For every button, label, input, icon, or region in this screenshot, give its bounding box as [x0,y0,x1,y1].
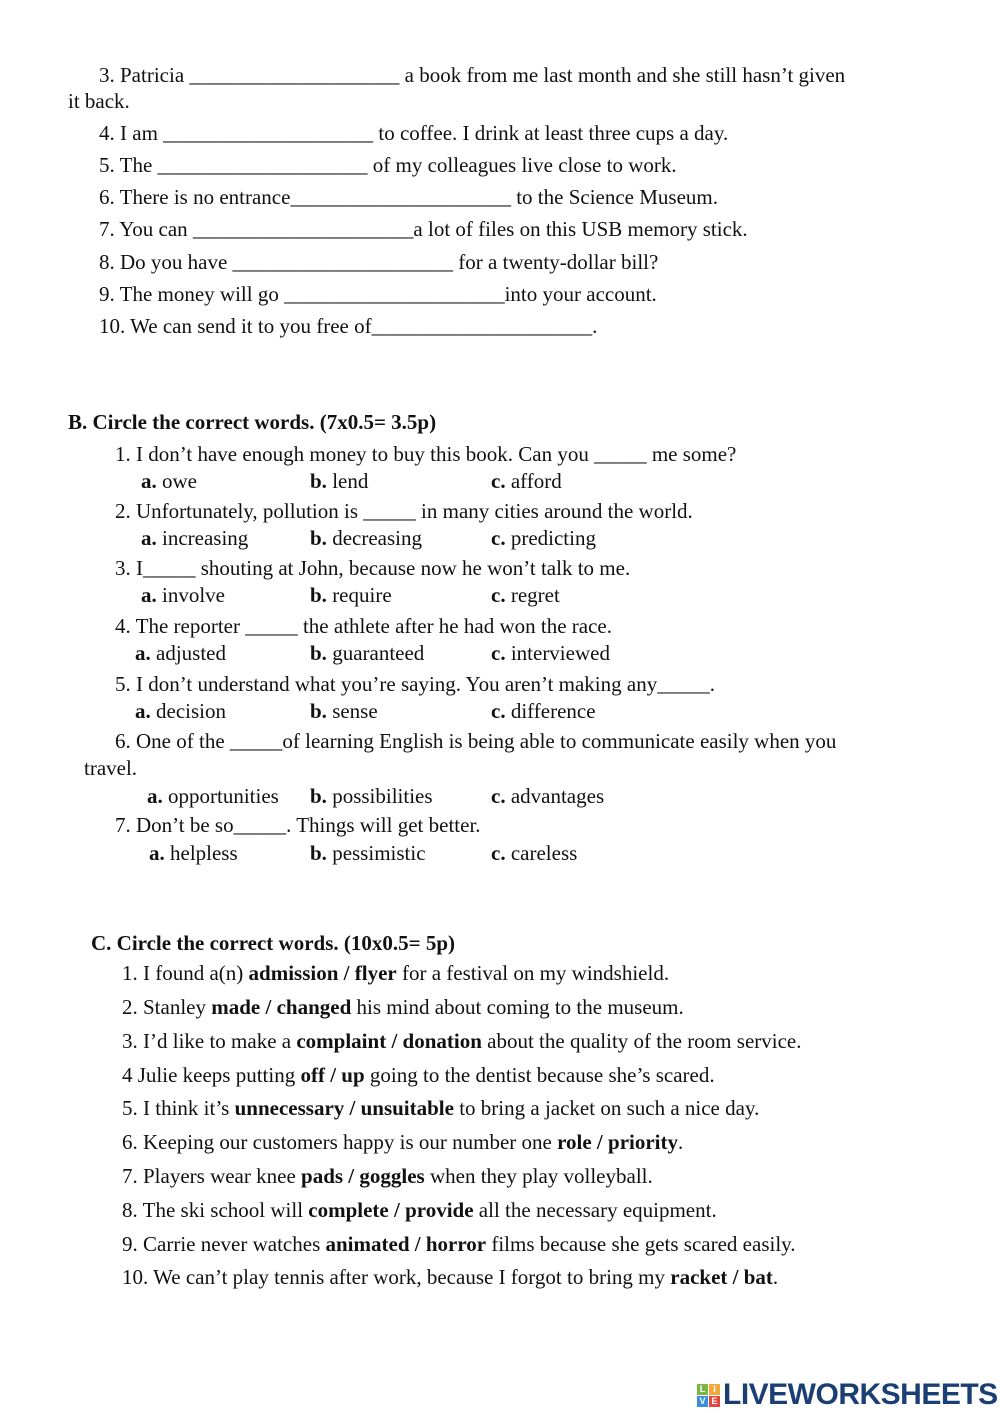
answer-option [147,784,279,808]
fill-blank-line: 7. You can _____________________a lot of files on this USB memory stick. [99,217,748,241]
sentence-end: when they play volleyball. [424,1164,653,1188]
question-text: 2. Unfortunately, pollution is _____ in many cities around the world. [115,499,693,523]
option-text: owe [156,469,197,493]
sentence-end: going to the dentist because she’s scared. [364,1063,715,1087]
answer-option [491,784,604,808]
option-letter: a. [135,641,151,665]
choice-sentence [122,1063,715,1087]
option-letter: b. [310,699,327,723]
answer-option [491,583,560,607]
answer-option [310,526,422,550]
answer-option [491,641,610,665]
option-letter: c. [491,469,506,493]
question-continuation: travel. [84,756,138,780]
choice-sentence [122,961,669,985]
word-choices: racket / bat [670,1265,773,1289]
answer-option [491,526,596,550]
logo-cube-letter: I [709,1384,720,1395]
word-choices: made / changed [211,995,352,1019]
logo-cube-icon [697,1384,720,1407]
option-text: helpless [164,841,238,865]
option-letter: a. [141,469,157,493]
option-letter: c. [491,583,506,607]
fill-blank-line: it back. [68,89,130,113]
fill-blank-line: 8. Do you have _____________________ for a twenty-dollar bill? [99,250,659,274]
option-text: careless [505,841,578,865]
question-text: 7. Don’t be so_____. Things will get better. [115,813,481,837]
word-choices: animated / horror [325,1232,487,1256]
fill-blank-line: 4. I am ____________________ to coffee. I drink at least three cups a day. [99,121,729,145]
answer-option [135,641,226,665]
sentence-start: 5. I think it’s [122,1096,235,1120]
word-choices: pads / goggles [301,1164,425,1188]
sentence-end: about the quality of the room service. [481,1029,802,1053]
sentence-end: to bring a jacket on such a nice day. [453,1096,760,1120]
option-letter: a. [135,699,151,723]
logo-cube-letter: L [697,1384,708,1395]
liveworksheets-logo [697,1378,998,1412]
answer-option [141,583,225,607]
answer-option [491,841,577,865]
word-choices: complaint / donation [296,1029,482,1053]
choice-sentence [122,1164,653,1188]
answer-option [141,469,197,493]
option-letter: b. [310,583,327,607]
choice-sentence [122,1198,717,1222]
sentence-end: his mind about coming to the museum. [351,995,684,1019]
option-text: involve [156,583,225,607]
option-text: sense [326,699,378,723]
question-text: 3. I_____ shouting at John, because now he won’t talk to me. [115,556,631,580]
sentence-start: 7. Players wear knee [122,1164,302,1188]
choice-sentence [122,1232,796,1256]
answer-option [310,841,426,865]
option-text: opportunities [162,784,279,808]
option-letter: b. [310,526,327,550]
option-letter: b. [310,784,327,808]
choice-sentence [122,1096,759,1120]
sentence-start: 1. I found a(n) [122,961,249,985]
fill-blank-line: 10. We can send it to you free of_____________________. [99,314,598,338]
option-text: decision [150,699,226,723]
sentence-start: 2. Stanley [122,995,212,1019]
answer-option [310,641,424,665]
section-c-heading: C. Circle the correct words. (10x0.5= 5p) [91,931,456,955]
option-text: interviewed [505,641,610,665]
choice-sentence [122,1265,778,1289]
question-text: 5. I don’t understand what you’re saying. You aren’t making any_____. [115,672,715,696]
option-text: increasing [156,526,249,550]
option-letter: a. [149,841,165,865]
word-choices: off / up [300,1063,365,1087]
answer-option [491,699,596,723]
word-choices: role / priority [557,1130,678,1154]
question-text: 4. The reporter _____ the athlete after he had won the race. [115,614,612,638]
option-text: difference [505,699,596,723]
option-text: decreasing [326,526,422,550]
answer-option [135,699,226,723]
sentence-start: 4 Julie keeps putting [122,1063,301,1087]
question-text: 1. I don’t have enough money to buy this book. Can you _____ me some? [115,442,737,466]
option-text: lend [326,469,369,493]
option-letter: b. [310,641,327,665]
option-text: regret [505,583,560,607]
answer-option [141,526,248,550]
sentence-start: 3. I’d like to make a [122,1029,297,1053]
option-text: possibilities [326,784,433,808]
answer-option [310,784,433,808]
option-letter: b. [310,841,327,865]
answer-option [491,469,562,493]
option-letter: a. [141,583,157,607]
sentence-end: all the necessary equipment. [473,1198,717,1222]
word-choices: admission / flyer [248,961,397,985]
option-letter: c. [491,641,506,665]
option-letter: a. [141,526,157,550]
logo-cube-letter: V [697,1396,708,1407]
answer-option [149,841,238,865]
question-text: 6. One of the _____of learning English is being able to communicate easily when you [115,729,837,753]
sentence-start: 9. Carrie never watches [122,1232,326,1256]
choice-sentence [122,1029,801,1053]
option-text: advantages [505,784,605,808]
sentence-start: 6. Keeping our customers happy is our number one [122,1130,558,1154]
sentence-start: 10. We can’t play tennis after work, because I forgot to bring my [122,1265,671,1289]
option-text: pessimistic [326,841,426,865]
choice-sentence [122,995,684,1019]
option-text: afford [505,469,562,493]
choice-sentence [122,1130,683,1154]
sentence-start: 8. The ski school will [122,1198,309,1222]
answer-option [310,469,368,493]
fill-blank-line: 9. The money will go _____________________into your account. [99,282,657,306]
option-letter: c. [491,841,506,865]
sentence-end: films because she gets scared easily. [486,1232,796,1256]
section-b-heading: B. Circle the correct words. (7x0.5= 3.5p) [68,410,437,434]
answer-option [310,699,378,723]
sentence-end: . [678,1130,684,1154]
option-letter: c. [491,526,506,550]
fill-blank-line: 6. There is no entrance_____________________ to the Science Museum. [99,185,718,209]
option-letter: b. [310,469,327,493]
answer-option [310,583,392,607]
option-text: guaranteed [326,641,425,665]
option-letter: a. [147,784,163,808]
option-text: adjusted [150,641,226,665]
word-choices: complete / provide [308,1198,474,1222]
sentence-end: . [772,1265,779,1289]
logo-text: LIVEWORKSHEETS [723,1378,998,1411]
option-text: predicting [505,526,596,550]
option-letter: c. [491,784,506,808]
fill-blank-line: 5. The ____________________ of my colleagues live close to work. [99,153,677,177]
option-letter: c. [491,699,506,723]
logo-cube-letter: E [709,1396,720,1407]
fill-blank-line: 3. Patricia ____________________ a book from me last month and she still hasn’t given [99,63,846,87]
word-choices: unnecessary / unsuitable [234,1096,454,1120]
option-text: require [326,583,392,607]
sentence-end: for a festival on my windshield. [396,961,670,985]
